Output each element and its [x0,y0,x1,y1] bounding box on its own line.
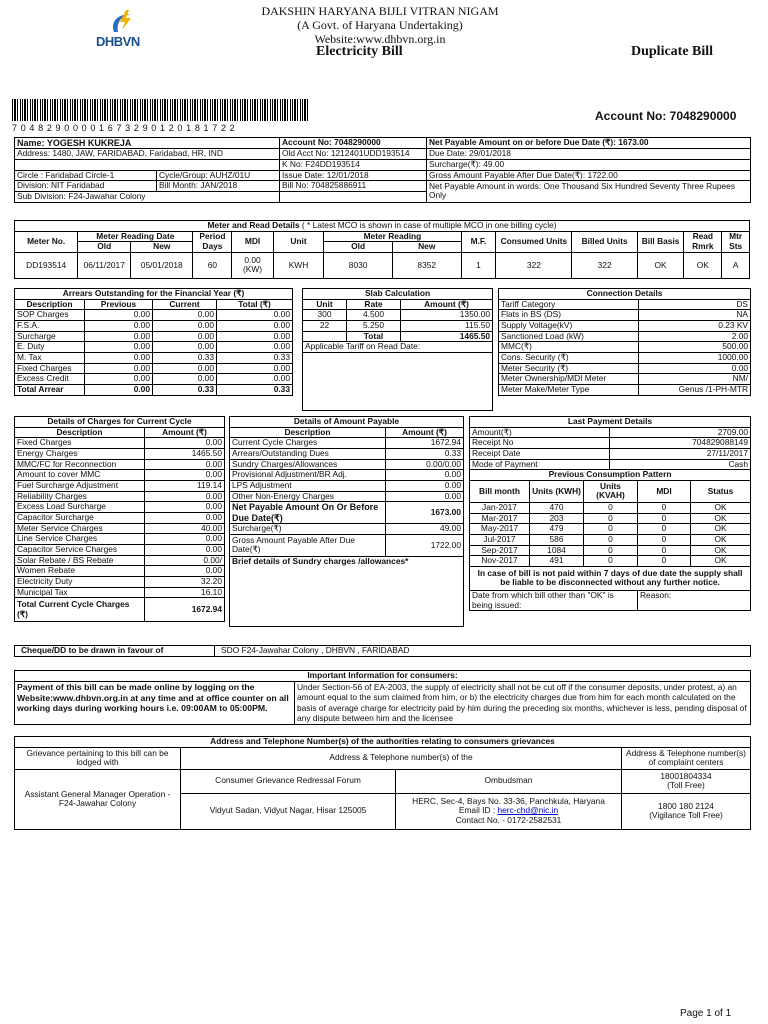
charge-row-cell: 1465.50 [145,448,225,459]
cheque-label: Cheque/DD to be drawn in favour of [15,646,215,657]
connection-row [499,352,751,363]
connection-row-cell: Flats in BS (DS) [499,310,639,321]
last-payment-row-cell: Mode of Payment [470,459,610,470]
consumption-row [470,545,751,556]
issue-date: Issue Date: 12/01/2018 [280,170,427,181]
arrears-row-cell: 0.00 [85,384,153,395]
arrears-row-cell: 0.00 [85,320,153,331]
arrears-row-cell: E. Duty [15,342,85,353]
amount-in-words: Net Payable Amount in words: One Thousand Six Hundred Seventy Three Rupees Only [427,181,751,202]
arrears-row-cell: 0.00 [153,310,217,321]
connection-row [499,374,751,385]
read-rmrk: OK [684,252,722,278]
arrears-row-cell: 0.00 [85,363,153,374]
charge-row [15,491,225,502]
payable-row-cell: Sundry Charges/Allowances [230,459,386,470]
arrears-row [15,342,293,353]
arrears-row [15,363,293,374]
arrears-row-cell: 0.00 [85,374,153,385]
payable-row [230,480,464,491]
consumption-row-cell: Mar-2017 [470,513,530,524]
toll-free-number: 18001804334 [660,770,712,781]
consumption-row-cell: 0 [584,545,638,556]
charge-row-cell: 0.00 [145,544,225,555]
connection-row-cell: Meter Ownership/MDI Meter [499,374,639,385]
charge-row-cell: Fuel Surcharge Adjustment [15,480,145,491]
col-date-new: New [131,242,193,253]
reading-old: 8030 [324,252,393,278]
disconnection-warning: In case of bill is not paid within 7 days of due date the supply shall be liable to be disconnected without any further notice. [470,566,751,590]
arrears-row-cell: 0.00 [217,342,293,353]
slab-title: Slab Calculation [303,289,493,300]
total-current: 1672.94 [145,598,225,622]
arrears-row-cell: 0.00 [217,363,293,374]
arrears-row [15,310,293,321]
col-bill-basis: Bill Basis [637,231,683,252]
col-meter-reading: Meter Reading [324,231,461,242]
applicable-tariff: Applicable Tariff on Read Date: [303,342,493,353]
charges-title: Details of Charges for Current Cycle [15,417,225,428]
connection-row-cell: Sanctioned Load (kW) [499,331,639,342]
charge-row-cell: Electricity Duty [15,576,145,587]
connection-row-cell: DS [639,299,751,310]
consumption-row-cell: Jul-2017 [470,534,530,545]
payable-row-cell: 0.00/0.00 [386,459,464,470]
date-new: 05/01/2018 [131,252,193,278]
k-no: K No: F24DD193514 [280,160,427,171]
last-payment-row-cell: 704829088149 [610,438,751,449]
connection-row-cell: Meter Security (₹) [499,363,639,374]
last-payment-row-cell: 27/11/2017 [610,448,751,459]
mf: 1 [461,252,496,278]
charge-row-cell: MMC/FC for Reconnection [15,459,145,470]
connection-row [499,342,751,353]
charge-row-cell: Meter Service Charges [15,523,145,534]
mdi: 0.00 (KW) [232,252,273,278]
connection-row-cell: NM/ [639,374,751,385]
consumption-row-cell: OK [691,534,751,545]
net-payable: 1673.00 [386,502,464,524]
last-payment-row [470,448,751,459]
connection-row-cell: NA [639,310,751,321]
slab-row-cell: 22 [303,320,347,331]
sub-division: Sub Division: F24-Jawahar Colony [15,191,280,202]
payable-row-cell: 0.00 [386,470,464,481]
charge-row [15,459,225,470]
slab-row-cell: 5.250 [347,320,401,331]
consumption-row-cell: 0 [584,513,638,524]
page-title: Electricity Bill [316,44,403,59]
arrears-table: Arrears Outstanding for the Financial Year (₹) Description Previous Current Total (₹) SOP Charges 0.00 0.00 0.00 F.S.A. 0.00 0.00 0.00 Surcharge 0.00 0.00 0.00 E. Duty 0.00 0.00 0.00 M. Tax 0.00 0.33 0.33 Fixed Charges 0.00 0.00 0.00 Excess Credit 0.00 0.00 0.00 Total Arrear 0.00 0.33 0.33 [14,288,292,396]
cheque-payee: SDO F24-Jawahar Colony , DHBVN , FARIDABAD [215,646,751,657]
consumer-info [14,137,750,203]
consumption-row-cell: OK [691,513,751,524]
surcharge-header: Surcharge(₹): 49.00 [427,160,751,171]
col-reading-old: Old [324,242,393,253]
cycle-group: Cycle/Group: AUHZ/01U [157,170,280,181]
connection-row-cell: Genus /1-PH-MTR [639,384,751,395]
org-name: DAKSHIN HARYANA BIJLI VITRAN NIGAM [261,4,499,18]
arrears-row-cell: 0.00 [217,310,293,321]
total-current-label: Total Current Cycle Charges (₹) [15,598,145,622]
date-from-label: Date from which bill other than "OK" is being issued: [470,590,638,610]
payable-row [230,459,464,470]
account-number-heading: Account No: 7048290000 [595,109,737,123]
slab-table: Slab Calculation Unit Rate Amount (₹) 300 4.500 1350.00 22 5.250 115.50 Total 1465.50 Applicable Tariff on Read Date: [302,288,492,411]
consumption-row [470,502,751,513]
important-title: Important Information for consumers: [15,671,751,682]
col-period-days: Period Days [193,231,232,252]
consumption-row-cell: 0 [584,556,638,567]
charge-row [15,544,225,555]
charge-row-cell: Municipal Tax [15,587,145,598]
charge-row-cell: Excess Load Surcharge [15,502,145,513]
arrears-row-cell: Excess Credit [15,374,85,385]
consumption-row-cell: 586 [530,534,584,545]
charge-row-cell: 0.00 [145,566,225,577]
charge-row [15,502,225,513]
arrears-row-cell: 0.00 [217,374,293,385]
col-date-old: Old [78,242,131,253]
consumption-row-cell: OK [691,556,751,567]
arrears-row-cell: F.S.A. [15,320,85,331]
charge-row [15,480,225,491]
connection-row-cell: 500.00 [639,342,751,353]
consumption-row-cell: 0 [584,524,638,535]
duplicate-label: Duplicate Bill [631,44,714,59]
charge-row-cell: 32.20 [145,576,225,587]
billed-units: 322 [572,252,637,278]
connection-title: Connection Details [499,289,751,300]
payable-row-cell: Provisional Adjustment/BR Adj. [230,470,386,481]
ombudsman-email-link[interactable]: herc-chd@nic.in [497,805,559,816]
charge-row [15,448,225,459]
meter-details [14,220,750,279]
consumption-title: Previous Consumption Pattern [470,470,751,481]
arrears-row-cell: 0.00 [153,374,217,385]
consumption-row-cell: 0 [638,545,691,556]
charge-row-cell: 0.00 [145,512,225,523]
col-unit: Unit [273,231,324,252]
charge-row-cell: Capacitor Service Charges [15,544,145,555]
payable-row [230,438,464,449]
payable-row [230,491,464,502]
charge-row [15,576,225,587]
mtr-sts: A [722,252,750,278]
charge-row-cell: Energy Charges [15,448,145,459]
charge-row-cell: 119.14 [145,480,225,491]
charge-row-cell: 0.00 [145,534,225,545]
unit: KWH [273,252,324,278]
due-date: Due Date: 29/01/2018 [427,149,751,160]
meter-note: ( * Latest MCO is shown in case of multiple MCO in one billing cycle) [299,220,557,230]
arrears-row-cell: M. Tax [15,352,85,363]
consumption-row-cell: 0 [638,513,691,524]
logo [96,8,152,50]
connection-row [499,331,751,342]
surcharge: 49.00 [386,524,464,535]
consumption-row-cell: 470 [530,502,584,513]
consumption-row-cell: OK [691,545,751,556]
consumption-row-cell: Sep-2017 [470,545,530,556]
consumption-row-cell: 1084 [530,545,584,556]
consumption-row-cell: Nov-2017 [470,556,530,567]
arrears-row-cell: 0.00 [85,331,153,342]
last-payment-row [470,438,751,449]
charge-row-cell: 0.00 [145,438,225,449]
connection-row-cell: Tariff Category [499,299,639,310]
ombudsman: Ombudsman [396,769,622,793]
section-56-note: Under Section-56 of EA-2003, the supply of electricity shall not be cut off if the consumer deposits, under protest, a) an amount equal to the sum claimed from him, or b) the electricity charges due from him for each month calculated on the basis of average charge for electricity paid by him during the preceding six months, whichever is less, pending disposal of any dispute between him and the licensee [295,681,751,724]
last-payment-row-cell: Receipt Date [470,448,610,459]
charge-row [15,512,225,523]
connection-table [498,288,750,396]
arrears-row-cell: SOP Charges [15,310,85,321]
circle: Circle : Faridabad Circle-1 [15,170,157,181]
connection-row-cell: MMC(₹) [499,342,639,353]
connection-row-cell: Supply Voltage(kV) [499,320,639,331]
arrears-row-cell: 0.00 [85,352,153,363]
col-meter-no: Meter No. [15,231,78,252]
last-payment-row-cell: Amount(₹) [470,427,610,438]
connection-row-cell: Cons. Security (₹) [499,352,639,363]
payable-row-cell: Other Non-Energy Charges [230,491,386,502]
arrears-row [15,374,293,385]
arrears-row-cell: 0.00 [153,342,217,353]
payable-row-cell: Arrears/Outstanding Dues [230,448,386,459]
consumption-row [470,524,751,535]
slab-row-cell: 300 [303,310,347,321]
reading-new: 8352 [392,252,461,278]
arrears-title: Arrears Outstanding for the Financial Year (₹) [15,289,293,300]
consumer-address: Address: 1480, JAW, FARIDABAD, Faridabad, HR, IND [15,149,280,160]
col-read-rmrk: Read Rmrk [684,231,722,252]
period-days: 60 [193,252,232,278]
last-payment-row-cell: Receipt No [470,438,610,449]
last-payment-row [470,459,751,470]
col-mdi: MDI [232,231,273,252]
payable-row-cell: Current Cycle Charges [230,438,386,449]
consumption-row-cell: 0 [638,534,691,545]
arrears-row [15,352,293,363]
connection-row-cell: 0.23 KV [639,320,751,331]
arrears-row [15,331,293,342]
charge-row-cell: Line Service Charges [15,534,145,545]
consumption-row-cell: May-2017 [470,524,530,535]
arrears-row-cell: Fixed Charges [15,363,85,374]
arrears-row-cell: 0.00 [85,310,153,321]
surcharge-label: Surcharge(₹) [230,524,386,535]
last-payment-row-cell: Cash [610,459,751,470]
slab-total: 1465.50 [401,331,493,342]
agm-operation: Assistant General Manager Operation - F24-Jawahar Colony [15,769,181,829]
consumption-row-cell: 0 [584,534,638,545]
slab-row [303,320,493,331]
col-mf: M.F. [461,231,496,252]
consumption-row-cell: 479 [530,524,584,535]
slab-row [303,310,493,321]
net-payable-label: Net Payable Amount On Or Before Due Date(₹) [230,502,386,524]
date-old: 06/11/2017 [78,252,131,278]
arrears-row-cell: 0.00 [153,363,217,374]
charge-row-cell: 0.00 [145,502,225,513]
charge-row-cell: Women Rebate [15,566,145,577]
arrears-row [15,320,293,331]
charge-row [15,555,225,566]
charge-row-cell: 16.10 [145,587,225,598]
logo-text: DHBVN [96,34,140,49]
grievance-table: Address and Telephone Number(s) of the authorities relating to consumers grievances Grievance pertaining to this bill can be lodged with Address & Telephone number(s) of the Address & Telephone number(s) of complaint centers Assistant General Manager Operation - F24-Jawahar Colony Consumer Grievance Redressal Forum Ombudsman 18001804334 (Toll Free) Vidyut Sadan, Vidyut Nagar, Hisar 125005 HERC, Sec-4, Bays No. 33-36, Panchkula, Haryana Email ID : herc-chd@nic.in Contact No. - 0172-2582531 1800 180 2124 (Vigilance Toll Free) [14,736,750,830]
online-payment-note: Payment of this bill can be made online by logging on the Website:www.dhbvn.org.in at any time and at office counter on all working days during working hours i.e. 09:00AM to 05:00PM. [15,681,295,724]
connection-row [499,363,751,374]
consumer-name: Name: YOGESH KUKREJA [15,138,280,149]
net-payable-header: Net Payable Amount on or before Due Date (₹): 1673.00 [427,138,751,149]
account-no: Account No: 7048290000 [280,138,427,149]
slab-row-cell: 115.50 [401,320,493,331]
consumption-row-cell: 0 [584,502,638,513]
payable-row [230,448,464,459]
charge-row-cell: Amount to cover MMC [15,470,145,481]
meter-no: DD193514 [15,252,78,278]
bill-basis: OK [637,252,683,278]
slab-row-cell: 1350.00 [401,310,493,321]
page-number: Page 1 of 1 [680,1008,732,1019]
payable-title: Details of Amount Payable [230,417,464,428]
last-payment-title: Last Payment Details [470,417,751,428]
charge-row-cell: 0.00 [145,459,225,470]
consumption-row [470,513,751,524]
consumption-row-cell: 0 [638,524,691,535]
payable-row-cell: 1672.94 [386,438,464,449]
consumption-row-cell: 0 [638,502,691,513]
complaint-centre-header: Address & Telephone number(s) of complaint centers [622,747,751,769]
vigilance-number: 1800 180 2124 [658,800,714,811]
connection-row-cell: Meter Make/Meter Type [499,384,639,395]
payable-table: Details of Amount Payable Description Amount (₹) Current Cycle Charges 1672.94 Arrears/Outstanding Dues 0.33 Sundry Charges/Allowances 0.00/0.00 Provisional Adjustment/BR Adj. 0.00 LPS Adjustment 0.00 Other Non-Energy Charges 0.00 Net Payable Amount On Or Before Due Date(₹) 1673.00 Surcharge(₹) 49.00 Gross Amount Payable After Due Date(₹) 1722.00 Brief details of Sundry charges /allowances* [229,416,463,627]
charge-row-cell: 0.00/ [145,555,225,566]
bill-month: Bill Month: JAN/2018 [157,181,280,192]
consumption-row [470,534,751,545]
grievance-title: Address and Telephone Number(s) of the authorities relating to consumers grievances [15,737,751,748]
charge-row [15,438,225,449]
barcode-number: 7 0 4 8 2 9 0 0 0 0 1 6 7 3 2 9 0 1 2 0 1 8 1 7 2 2 [12,123,236,133]
arrears-row-cell: 0.00 [153,320,217,331]
connection-row-cell: 1000.00 [639,352,751,363]
division: Division: NIT Faridabad [15,181,157,192]
arrears-row-cell: 0.33 [217,352,293,363]
sundry-brief: Brief details of Sundry charges /allowances* [230,556,464,626]
gross-after-due-header: Gross Amount Payable After Due Date(₹): 1722.00 [427,170,751,181]
last-payment-row-cell: 2709.00 [610,427,751,438]
consumption-row-cell: 203 [530,513,584,524]
consumption-row-cell: Jan-2017 [470,502,530,513]
charge-row [15,523,225,534]
payable-row-cell: 0.00 [386,491,464,502]
col-consumed-units: Consumed Units [496,231,572,252]
grievance-address-header: Address & Telephone number(s) of the [181,747,622,769]
bill-no: Bill No: 704825886911 [280,181,427,192]
connection-row-cell: 0.00 [639,363,751,374]
connection-row [499,384,751,395]
payable-row-cell: 0.33 [386,448,464,459]
charge-row-cell: 40.00 [145,523,225,534]
col-billed-units: Billed Units [572,231,637,252]
connection-row [499,320,751,331]
cgrf: Consumer Grievance Redressal Forum [181,769,396,793]
arrears-row-cell: 0.33 [153,384,217,395]
consumption-row-cell: OK [691,502,751,513]
payable-row-cell: 0.00 [386,480,464,491]
consumption-row-cell: OK [691,524,751,535]
charge-row-cell: 0.00 [145,491,225,502]
consumption-row [470,556,751,567]
arrears-row-cell: 0.00 [85,342,153,353]
charge-row [15,566,225,577]
charge-row-cell: Capacitor Surcharge [15,512,145,523]
old-account-no: Old Acct No: 1212401UDD193514 [280,149,427,160]
ombudsman-contact: Contact No. - 0172-2582531 [455,814,562,825]
arrears-row-cell: Surcharge [15,331,85,342]
slab-row-cell: 4.500 [347,310,401,321]
important-info [14,670,750,725]
barcode [12,99,308,121]
arrears-row-cell: 0.00 [153,331,217,342]
arrears-row-cell: 0.33 [217,384,293,395]
arrears-row-cell: 0.00 [217,331,293,342]
charge-row [15,587,225,598]
last-payment-table: Last Payment Details Amount(₹) 2709.00 Receipt No 704829088149 Receipt Date 27/11/2017 Mode of Payment Cash Previous Consumption Pattern Bill month Units (KWH) Units (KVAH) MDI Status Jan-2017 470 0 0 OK Mar-2017 203 0 0 OK May-2017 479 0 0 OK Jul-2017 586 0 0 OK Sep-2017 1084 0 0 OK Nov-2017 491 0 0 OK In case of bill is not paid within 7 days of due date the supply shall be liable to be disconnected without any further notice. Date from which bill other than "OK" is being issued: Reason: [469,416,750,611]
charges-table: Details of Charges for Current Cycle Description Amount (₹) Fixed Charges 0.00 Energy Charges 1465.50 MMC/FC for Reconnection 0.00 Amount to cover MMC 0.00 Fuel Surcharge Adjustment 119.14 Reliability Charges 0.00 Excess Load Surcharge 0.00 Capacitor Surcharge 0.00 Meter Service Charges 40.00 Line Service Charges 0.00 Capacitor Service Charges 0.00 Solar Rebate / BS Rebate 0.00/ Women Rebate 0.00 Electricity Duty 32.20 Municipal Tax 16.10 Total Current Cycle Charges (₹) 1672.94 [14,416,224,622]
payable-row [230,470,464,481]
connection-row [499,310,751,321]
gross-label: Gross Amount Payable After Due Date(₹) [230,534,386,556]
consumed-units: 322 [496,252,572,278]
reason-label: Reason: [638,590,751,610]
slab-total-label: Total [347,331,401,342]
consumption-row-cell: 0 [638,556,691,567]
arrears-row-cell: 0.00 [217,320,293,331]
ombudsman-address: HERC, Sec-4, Bays No. 33-36, Panchkula, Haryana [412,795,605,806]
last-payment-row [470,427,751,438]
cheque-row [14,645,750,657]
col-meter-reading-date: Meter Reading Date [78,231,193,242]
charge-row [15,534,225,545]
meter-title: Meter and Read Details [207,220,300,230]
connection-row [499,299,751,310]
col-mtr-sts: Mtr Sts [722,231,750,252]
arrears-row-cell: 0.33 [153,352,217,363]
gross: 1722.00 [386,534,464,556]
org-website: Website:www.dhbvn.org.in [314,31,446,46]
meter-row [15,252,750,278]
payable-row-cell: LPS Adjustment [230,480,386,491]
col-reading-new: New [392,242,461,253]
charge-row-cell: 0.00 [145,470,225,481]
charge-row-cell: Fixed Charges [15,438,145,449]
arrears-row-cell: Total Arrear [15,384,85,395]
arrears-row [15,384,293,395]
charge-row [15,470,225,481]
consumption-row-cell: 491 [530,556,584,567]
org-subtitle: (A Govt. of Haryana Undertaking) [297,17,463,32]
grievance-lodge-header: Grievance pertaining to this bill can be lodged with [15,747,181,769]
cgrf-address: Vidyut Sadan, Vidyut Nagar, Hisar 125005 [181,793,396,829]
charge-row-cell: Solar Rebate / BS Rebate [15,555,145,566]
connection-row-cell: 2.00 [639,331,751,342]
charge-row-cell: Reliability Charges [15,491,145,502]
